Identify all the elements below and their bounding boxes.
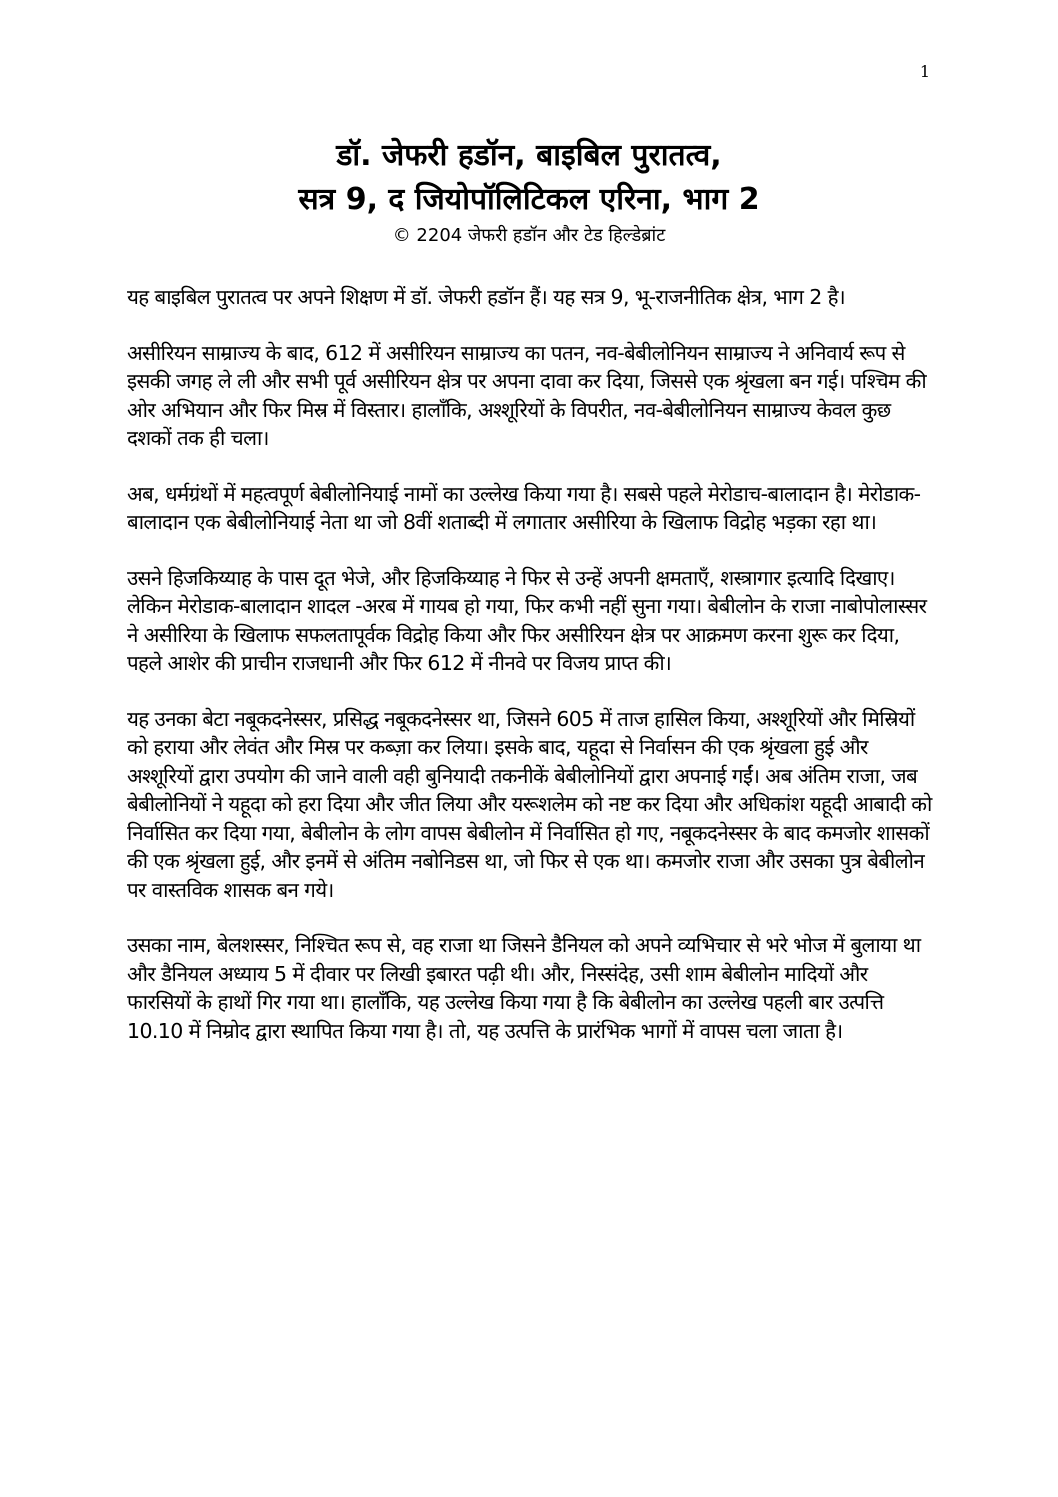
paragraph-1: यह बाइबिल पुरातत्व पर अपने शिक्षण में डॉ. जेफरी हडॉन हैं। यह सत्र 9, भू-राजनीतिक क्षेत्र, भाग 2 है। <box>127 285 846 309</box>
title-line-1: डॉ. जेफरी हडॉन, बाइबिल पुरातत्व, <box>336 138 722 173</box>
paragraph-3: अब, धर्मग्रंथों में महत्वपूर्ण बेबीलोनियाई नामों का उल्लेख किया गया है। सबसे पहले मेरोडाच-बालादान है। मेरोडाक-बालादान एक बेबीलोनियाई नेता था जो 8वीं शताब्दी में लगातार असीरिया के खिलाफ विद्रोह भड़का रहा था। <box>127 481 921 534</box>
paragraph-5: यह उनका बेटा नबूकदनेस्सर, प्रसिद्ध नबूकदनेस्सर था, जिसने 605 में ताज हासिल किया, अश्शूरियों और मिस्रियों को हराया और लेवंत और मिस्र पर कब्ज़ा कर लिया। इसके बाद, यहूदा से निर्वासन की एक श्रृंखला हुई और अश्शूरियों द्वारा उपयोग की जाने वाली वही बुनियादी तकनीकें बेबीलोनियों द्वारा अपनाई गईं। अब अंतिम राजा, जब बेबीलोनियों ने यहूदा को हरा दिया और जीत लिया और यरूशलेम को नष्ट कर दिया और अधिकांश यहूदी आबादी को निर्वासित कर दिया गया, बेबीलोन के लोग वापस बेबीलोन में निर्वासित हो गए, नबूकदनेस्सर के बाद कमजोर शासकों की एक श्रृंखला हुई, और इनमें से अंतिम नबोनिडस था, जो फिर से एक था। कमजोर राजा और उसका पुत्र बेबीलोन पर वास्तविक शासक बन गये। <box>127 706 932 902</box>
document-body <box>127 283 933 1072</box>
paragraph-2: असीरियन साम्राज्य के बाद, 612 में असीरियन साम्राज्य का पतन, नव-बेबीलोनियन साम्राज्य ने अनिवार्य रूप से इसकी जगह ले ली और सभी पूर्व असीरियन क्षेत्र पर अपना दावा कर दिया, जिससे एक श्रृंखला बन गई। पश्चिम की ओर अभियान और फिर मिस्र में विस्तार। हालाँकि, अश्शूरियों के विपरीत, नव-बेबीलोनियन साम्राज्य केवल कुछ दशकों तक ही चला। <box>127 340 927 450</box>
document-header <box>0 134 1058 250</box>
document-title <box>0 134 1058 222</box>
page-number: 1 <box>919 62 930 81</box>
paragraph-4: उसने हिजकिय्याह के पास दूत भेजे, और हिजकिय्याह ने फिर से उन्हें अपनी क्षमताएँ, शस्त्रागार इत्यादि दिखाए। लेकिन मेरोडाक-बालादान शादल -अरब में गायब हो गया, फिर कभी नहीं सुना गया। बेबीलोन के राजा नाबोपोलास्सर ने असीरिया के खिलाफ सफलतापूर्वक विद्रोह किया और फिर असीरियन क्षेत्र पर आक्रमण करना शुरू कर दिया, पहले आशेर की प्राचीन राजधानी और फिर 612 में नीनवे पर विजय प्राप्त की। <box>127 565 927 675</box>
paragraph-6: उसका नाम, बेलशस्सर, निश्चित रूप से, वह राजा था जिसने डैनियल को अपने व्यभिचार से भरे भोज में बुलाया था और डैनियल अध्याय 5 में दीवार पर लिखी इबारत पढ़ी थी। और, निस्संदेह, उसी शाम बेबीलोन मादियों और फारसियों के हाथों गिर गया था। हालाँकि, यह उल्लेख किया गया है कि बेबीलोन का उल्लेख पहली बार उत्पत्ति 10.10 में निम्रोद द्वारा स्थापित किया गया है। तो, यह उत्पत्ति के प्रारंभिक भागों में वापस चला जाता है। <box>127 933 921 1043</box>
copyright-line: © 2204 जेफरी हडॉन और टेड हिल्डेब्रांट <box>392 225 666 246</box>
title-line-2: सत्र 9, द जियोपॉलिटिकल एरिना, भाग 2 <box>298 182 760 217</box>
